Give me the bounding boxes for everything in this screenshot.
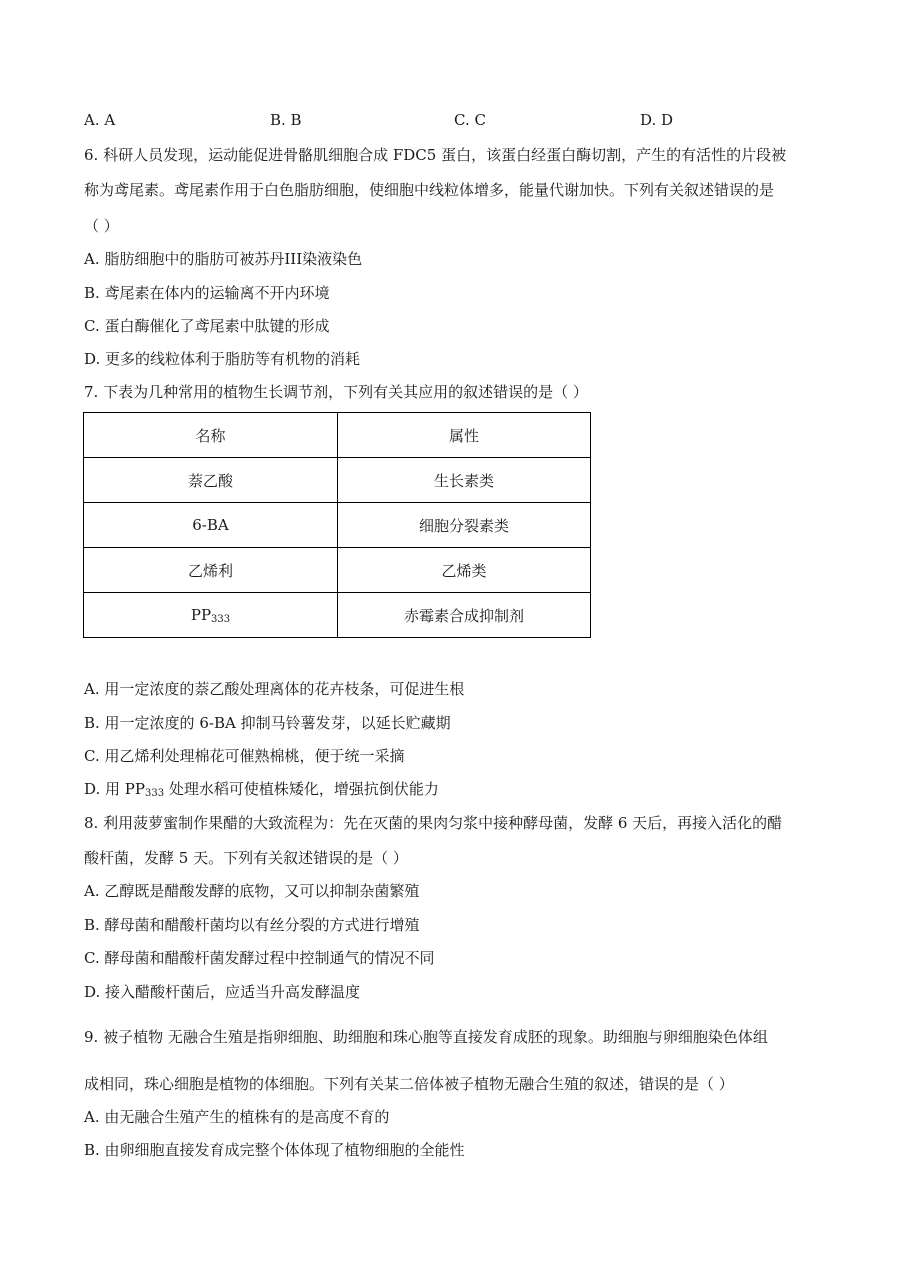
q7-option-d-suffix: 处理水稻可使植株矮化，增强抗倒伏能力 bbox=[164, 780, 439, 798]
q6-stem-line-1: 6. 科研人员发现，运动能促进骨骼肌细胞合成 FDC5 蛋白，该蛋白经蛋白酶切割，产生的有活性的片段被 bbox=[84, 146, 787, 164]
q6-stem-line-2: 称为鸢尾素。鸢尾素作用于白色脂肪细胞，使细胞中线粒体增多，能量代谢加快。下列有关叙述错误的是 bbox=[84, 181, 775, 199]
q7-stem: 7. 下表为几种常用的植物生长调节剂，下列有关其应用的叙述错误的是（ ） bbox=[84, 383, 588, 401]
q6-option-c: C. 蛋白酶催化了鸢尾素中肽键的形成 bbox=[84, 317, 330, 335]
q6-option-b: B. 鸢尾素在体内的运输离不开内环境 bbox=[84, 284, 330, 302]
table-cell-name: 6-BA bbox=[84, 503, 338, 548]
table-header-name: 名称 bbox=[84, 413, 338, 458]
table-row bbox=[84, 503, 591, 548]
q9-option-a: A. 由无融合生殖产生的植株有的是高度不育的 bbox=[84, 1108, 390, 1126]
q7-option-c: C. 用乙烯利处理棉花可催熟棉桃，便于统一采摘 bbox=[84, 747, 405, 765]
q7-option-b: B. 用一定浓度的 6-BA 抑制马铃薯发芽，以延长贮藏期 bbox=[84, 714, 451, 732]
q5-options bbox=[84, 111, 824, 131]
q9-option-b: B. 由卵细胞直接发育成完整个体体现了植物细胞的全能性 bbox=[84, 1141, 465, 1159]
table-cell-property: 生长素类 bbox=[338, 458, 591, 503]
q8-stem-line-1: 8. 利用菠萝蜜制作果醋的大致流程为：先在灭菌的果肉匀浆中接种酵母菌，发酵 6 天后，再接入活化的醋 bbox=[84, 814, 783, 832]
table-cell-property: 细胞分裂素类 bbox=[338, 503, 591, 548]
q8-option-a: A. 乙醇既是醋酸发酵的底物，又可以抑制杂菌繁殖 bbox=[84, 882, 420, 900]
q8-option-b: B. 酵母菌和醋酸杆菌均以有丝分裂的方式进行增殖 bbox=[84, 916, 420, 934]
q7-option-d-subscript: 333 bbox=[144, 788, 165, 799]
q7-option-d-prefix: D. 用 PP bbox=[84, 780, 145, 798]
table-cell-property: 乙烯类 bbox=[338, 548, 591, 593]
q5-option-a: A. A bbox=[84, 111, 116, 129]
table-header-row bbox=[84, 413, 591, 458]
q8-stem-line-2: 酸杆菌，发酵 5 天。下列有关叙述错误的是（ ） bbox=[84, 849, 408, 867]
pp-label: PP bbox=[190, 605, 212, 624]
q5-option-d: D. D bbox=[640, 111, 674, 129]
regulator-table bbox=[83, 412, 591, 638]
q6-option-a: A. 脂肪细胞中的脂肪可被苏丹III染液染色 bbox=[84, 250, 363, 268]
q8-option-d: D. 接入醋酸杆菌后，应适当升高发酵温度 bbox=[84, 983, 361, 1001]
table-row bbox=[84, 593, 591, 638]
q8-option-c: C. 酵母菌和醋酸杆菌发酵过程中控制通气的情况不同 bbox=[84, 949, 435, 967]
table-row bbox=[84, 458, 591, 503]
q9-stem-line-1: 9. 被子植物 无融合生殖是指卵细胞、助细胞和珠心胞等直接发育成胚的现象。助细胞与卵细胞染色体组 bbox=[84, 1028, 768, 1046]
table-header-property: 属性 bbox=[338, 413, 591, 458]
q5-option-c: C. C bbox=[454, 111, 486, 129]
table-row bbox=[84, 548, 591, 593]
q6-option-d: D. 更多的线粒体利于脂肪等有机物的消耗 bbox=[84, 350, 361, 368]
table-cell-property: 赤霉素合成抑制剂 bbox=[338, 593, 591, 638]
table-cell-name bbox=[84, 593, 338, 638]
pp-subscript: 333 bbox=[211, 613, 231, 625]
q9-stem-line-2: 成相同，珠心细胞是植物的体细胞。下列有关某二倍体被子植物无融合生殖的叙述，错误的是（ ） bbox=[84, 1075, 734, 1093]
q7-option-d bbox=[84, 779, 439, 804]
q6-stem-line-3: （ ） bbox=[84, 217, 119, 235]
table-cell-name: 萘乙酸 bbox=[84, 458, 338, 503]
table-cell-name: 乙烯利 bbox=[84, 548, 338, 593]
q5-option-b: B. B bbox=[270, 111, 302, 129]
q7-option-a: A. 用一定浓度的萘乙酸处理离体的花卉枝条，可促进生根 bbox=[84, 680, 465, 698]
